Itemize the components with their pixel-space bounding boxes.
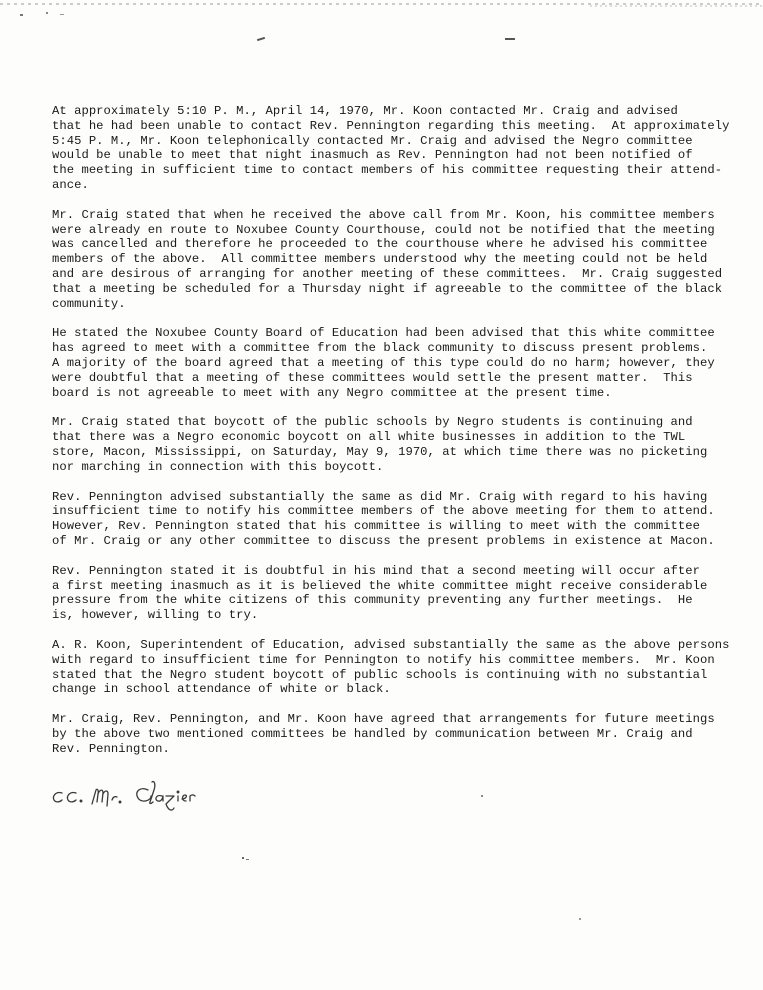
scan-speck bbox=[579, 918, 581, 920]
scan-speck bbox=[246, 859, 249, 860]
text-line: store, Macon, Mississippi, on Saturday, May 9, 1970, at which time there was no picketing bbox=[52, 444, 708, 459]
text-line: Mr. Craig, Rev. Pennington, and Mr. Koon have agreed that arrangements for future meetings bbox=[52, 712, 715, 727]
text-line: A majority of the board agreed that a meeting of this type could do no harm; however, they bbox=[52, 355, 715, 370]
text-line: that he had been unable to contact Rev. Pennington regarding this meeting. At approximately bbox=[52, 118, 730, 133]
paragraph-craig-statement bbox=[52, 208, 752, 312]
text-line: community. bbox=[52, 296, 126, 311]
text-line: were already en route to Noxubee County Courthouse, could not be notified that the meeting bbox=[52, 222, 715, 237]
text-line: However, Rev. Pennington stated that his committee is willing to meet with the committee bbox=[52, 519, 701, 534]
paragraph-koon-contact bbox=[52, 104, 752, 193]
text-line: of Mr. Craig or any other committee to discuss the present problems in existence at Macon. bbox=[52, 533, 715, 548]
text-line: stated that the Negro student boycott of public schools is continuing with no substantial bbox=[52, 667, 708, 682]
text-line: Mr. Craig stated that when he received the above call from Mr. Koon, his committee members bbox=[52, 207, 715, 222]
scan-speck bbox=[505, 38, 515, 40]
handwritten-cc-note bbox=[48, 778, 248, 818]
text-line: were doubtful that a meeting of these committees would settle the present matter. This bbox=[52, 370, 693, 385]
scan-speck bbox=[257, 37, 265, 41]
text-line: Rev. Pennington advised substantially the same as did Mr. Craig with regard to his having bbox=[52, 489, 708, 504]
text-line: insufficient time to notify his committee members of the above meeting for them to attend. bbox=[52, 504, 715, 519]
text-line: Rev. Pennington stated it is doubtful in his mind that a second meeting will occur after bbox=[52, 563, 701, 578]
text-line: the meeting in sufficient time to contact members of his committee requesting their attend- bbox=[52, 163, 723, 178]
text-line: pressure from the white citizens of this community preventing any further meetings. He bbox=[52, 593, 693, 608]
scan-speck bbox=[481, 795, 483, 797]
text-line: was cancelled and therefore he proceeded to the courthouse where he advised his committee bbox=[52, 237, 708, 252]
text-line: that there was a Negro economic boycott on all white businesses in addition to the TWL bbox=[52, 430, 686, 445]
paragraph-pennington-advised bbox=[52, 490, 752, 549]
paragraph-boycott bbox=[52, 415, 752, 474]
text-line: change in school attendance of white or black. bbox=[52, 682, 391, 697]
scan-speck bbox=[60, 14, 64, 15]
paragraph-board-of-education bbox=[52, 326, 752, 400]
scan-speck bbox=[242, 857, 244, 859]
page-top-edge bbox=[0, 0, 763, 10]
text-line: and are desirous of arranging for another meeting of these committees. Mr. Craig suggested bbox=[52, 266, 723, 281]
text-line: A. R. Koon, Superintendent of Education, advised substantially the same as the above persons bbox=[52, 637, 730, 652]
text-line: He stated the Noxubee County Board of Education had been advised that this white committee bbox=[52, 326, 715, 341]
scan-speck bbox=[46, 12, 48, 14]
text-line: Rev. Pennington. bbox=[52, 741, 170, 756]
text-line: by the above two mentioned committees be handled by communication between Mr. Craig and bbox=[52, 726, 693, 741]
text-line: Mr. Craig stated that boycott of the public schools by Negro students is continuing and bbox=[52, 415, 693, 430]
text-line: would be unable to meet that night inasmuch as Rev. Pennington had not been notified of bbox=[52, 148, 693, 163]
text-line: that a meeting be scheduled for a Thursday night if agreeable to the committee of the black bbox=[52, 281, 723, 296]
text-line: 5:45 P. M., Mr. Koon telephonically contacted Mr. Craig and advised the Negro committee bbox=[52, 133, 693, 148]
text-line: board is not agreeable to meet with any Negro committee at the present time. bbox=[52, 385, 612, 400]
scan-speck bbox=[20, 14, 23, 16]
text-line: is, however, willing to try. bbox=[52, 608, 259, 623]
text-line: has agreed to meet with a committee from the black community to discuss present problems. bbox=[52, 341, 708, 356]
memo-body bbox=[52, 104, 752, 771]
text-line: members of the above. All committee members understood why the meeting could not be held bbox=[52, 252, 708, 267]
text-line: nor marching in connection with this boycott. bbox=[52, 459, 384, 474]
paragraph-koon-superintendent bbox=[52, 638, 752, 697]
text-line: At approximately 5:10 P. M., April 14, 1970, Mr. Koon contacted Mr. Craig and advised bbox=[52, 104, 678, 118]
paragraph-agreement bbox=[52, 712, 752, 756]
text-line: a first meeting inasmuch as it is believed the white committee might receive considerable bbox=[52, 578, 708, 593]
text-line: with regard to insufficient time for Pennington to notify his committee members. Mr. Koon bbox=[52, 652, 715, 667]
paragraph-pennington-doubtful bbox=[52, 564, 752, 623]
text-line: ance. bbox=[52, 177, 89, 192]
